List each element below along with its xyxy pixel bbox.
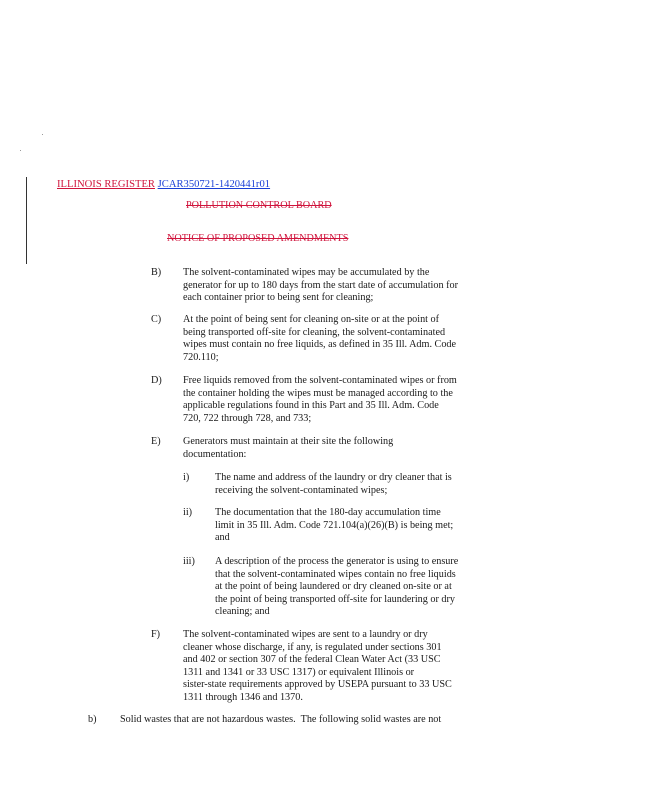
- subitem-label: i): [183, 472, 190, 483]
- section-label: b): [88, 714, 97, 725]
- text-line: the container holding the wipes must be managed according to the: [183, 387, 453, 399]
- text-line: The solvent-contaminated wipes are sent to a laundry or dry: [183, 629, 428, 640]
- item-label: B): [151, 267, 162, 278]
- item-e-text: [183, 436, 393, 461]
- text-line: 720.110;: [183, 351, 219, 363]
- text-line: 1311 and 1341 or 33 USC 1317) or equivalent Illinois or: [183, 666, 415, 678]
- item-b-text: [183, 267, 458, 305]
- notice-heading-deleted: NOTICE OF PROPOSED AMENDMENTS: [167, 233, 349, 244]
- text-line: cleaning; and: [215, 606, 270, 618]
- item-d-text: [183, 375, 457, 425]
- text-line: sister-state requirements approved by USEPA pursuant to 33 USC: [183, 679, 452, 691]
- item-label: C): [151, 314, 162, 325]
- text-line: limit in 35 Ill. Adm. Code 721.104(a)(26)(B) is being met;: [215, 519, 454, 531]
- subitem-ii-text: [215, 507, 453, 545]
- scan-speck: [20, 150, 21, 151]
- text-line: At the point of being sent for cleaning on-site or at the point of: [183, 314, 440, 325]
- text-line: 720, 722 through 728, and 733;: [183, 412, 312, 424]
- text-line: being transported off-site for cleaning, the solvent-contaminated: [183, 326, 446, 338]
- text-line: Generators must maintain at their site the following: [183, 436, 394, 447]
- text-line: receiving the solvent-contaminated wipes;: [215, 484, 388, 496]
- text-line: each container prior to being sent for cleaning;: [183, 292, 374, 304]
- text-line: applicable regulations found in this Part and 35 Ill. Adm. Code: [183, 400, 439, 412]
- text-line: generator for up to 180 days from the start date of accumulation for: [183, 279, 458, 291]
- text-line: A description of the process the generator is using to ensure: [215, 556, 459, 567]
- text-line: 1311 through 1346 and 1370.: [183, 691, 303, 703]
- register-header: [57, 178, 270, 191]
- text-line: wipes must contain no free liquids, as defined in 35 Ill. Adm. Code: [183, 339, 457, 351]
- text-line: the point of being transported off-site for laundering or dry: [215, 593, 456, 605]
- text-line: The documentation that the 180-day accumulation time: [215, 507, 441, 518]
- register-title-deleted: ILLINOIS REGISTER: [57, 179, 155, 190]
- text-line: at the point of being laundered or dry cleaned on-site or at: [215, 581, 452, 593]
- item-f-text: [183, 629, 452, 705]
- subitem-i-text: [215, 472, 452, 497]
- item-label: F): [151, 629, 161, 640]
- text-line: that the solvent-contaminated wipes contain no free liquids: [215, 568, 456, 580]
- text-line: The name and address of the laundry or dry cleaner that is: [215, 472, 452, 483]
- subitem-label: iii): [183, 556, 195, 567]
- revision-bar: [26, 177, 27, 264]
- subitem-label: ii): [183, 507, 193, 518]
- register-id-link[interactable]: JCAR350721-1420441r01: [157, 179, 271, 190]
- text-line: documentation:: [183, 448, 247, 460]
- item-label: E): [151, 436, 161, 447]
- text-line: cleaner whose discharge, if any, is regulated under sections 301: [183, 641, 442, 653]
- text-line: and 402 or section 307 of the federal Clean Water Act (33 USC: [183, 654, 441, 666]
- text-line: and: [215, 532, 230, 544]
- board-heading-deleted: POLLUTION CONTROL BOARD: [186, 200, 332, 211]
- item-c-text: [183, 314, 456, 364]
- text-line: The solvent-contaminated wipes may be accumulated by the: [183, 267, 430, 278]
- item-label: D): [151, 375, 162, 386]
- subitem-iii-text: [215, 556, 458, 619]
- section-b-text: Solid wastes that are not hazardous wastes. The following solid wastes are not: [120, 714, 442, 725]
- scan-speck: [42, 134, 43, 135]
- text-line: Free liquids removed from the solvent-contaminated wipes or from: [183, 375, 457, 386]
